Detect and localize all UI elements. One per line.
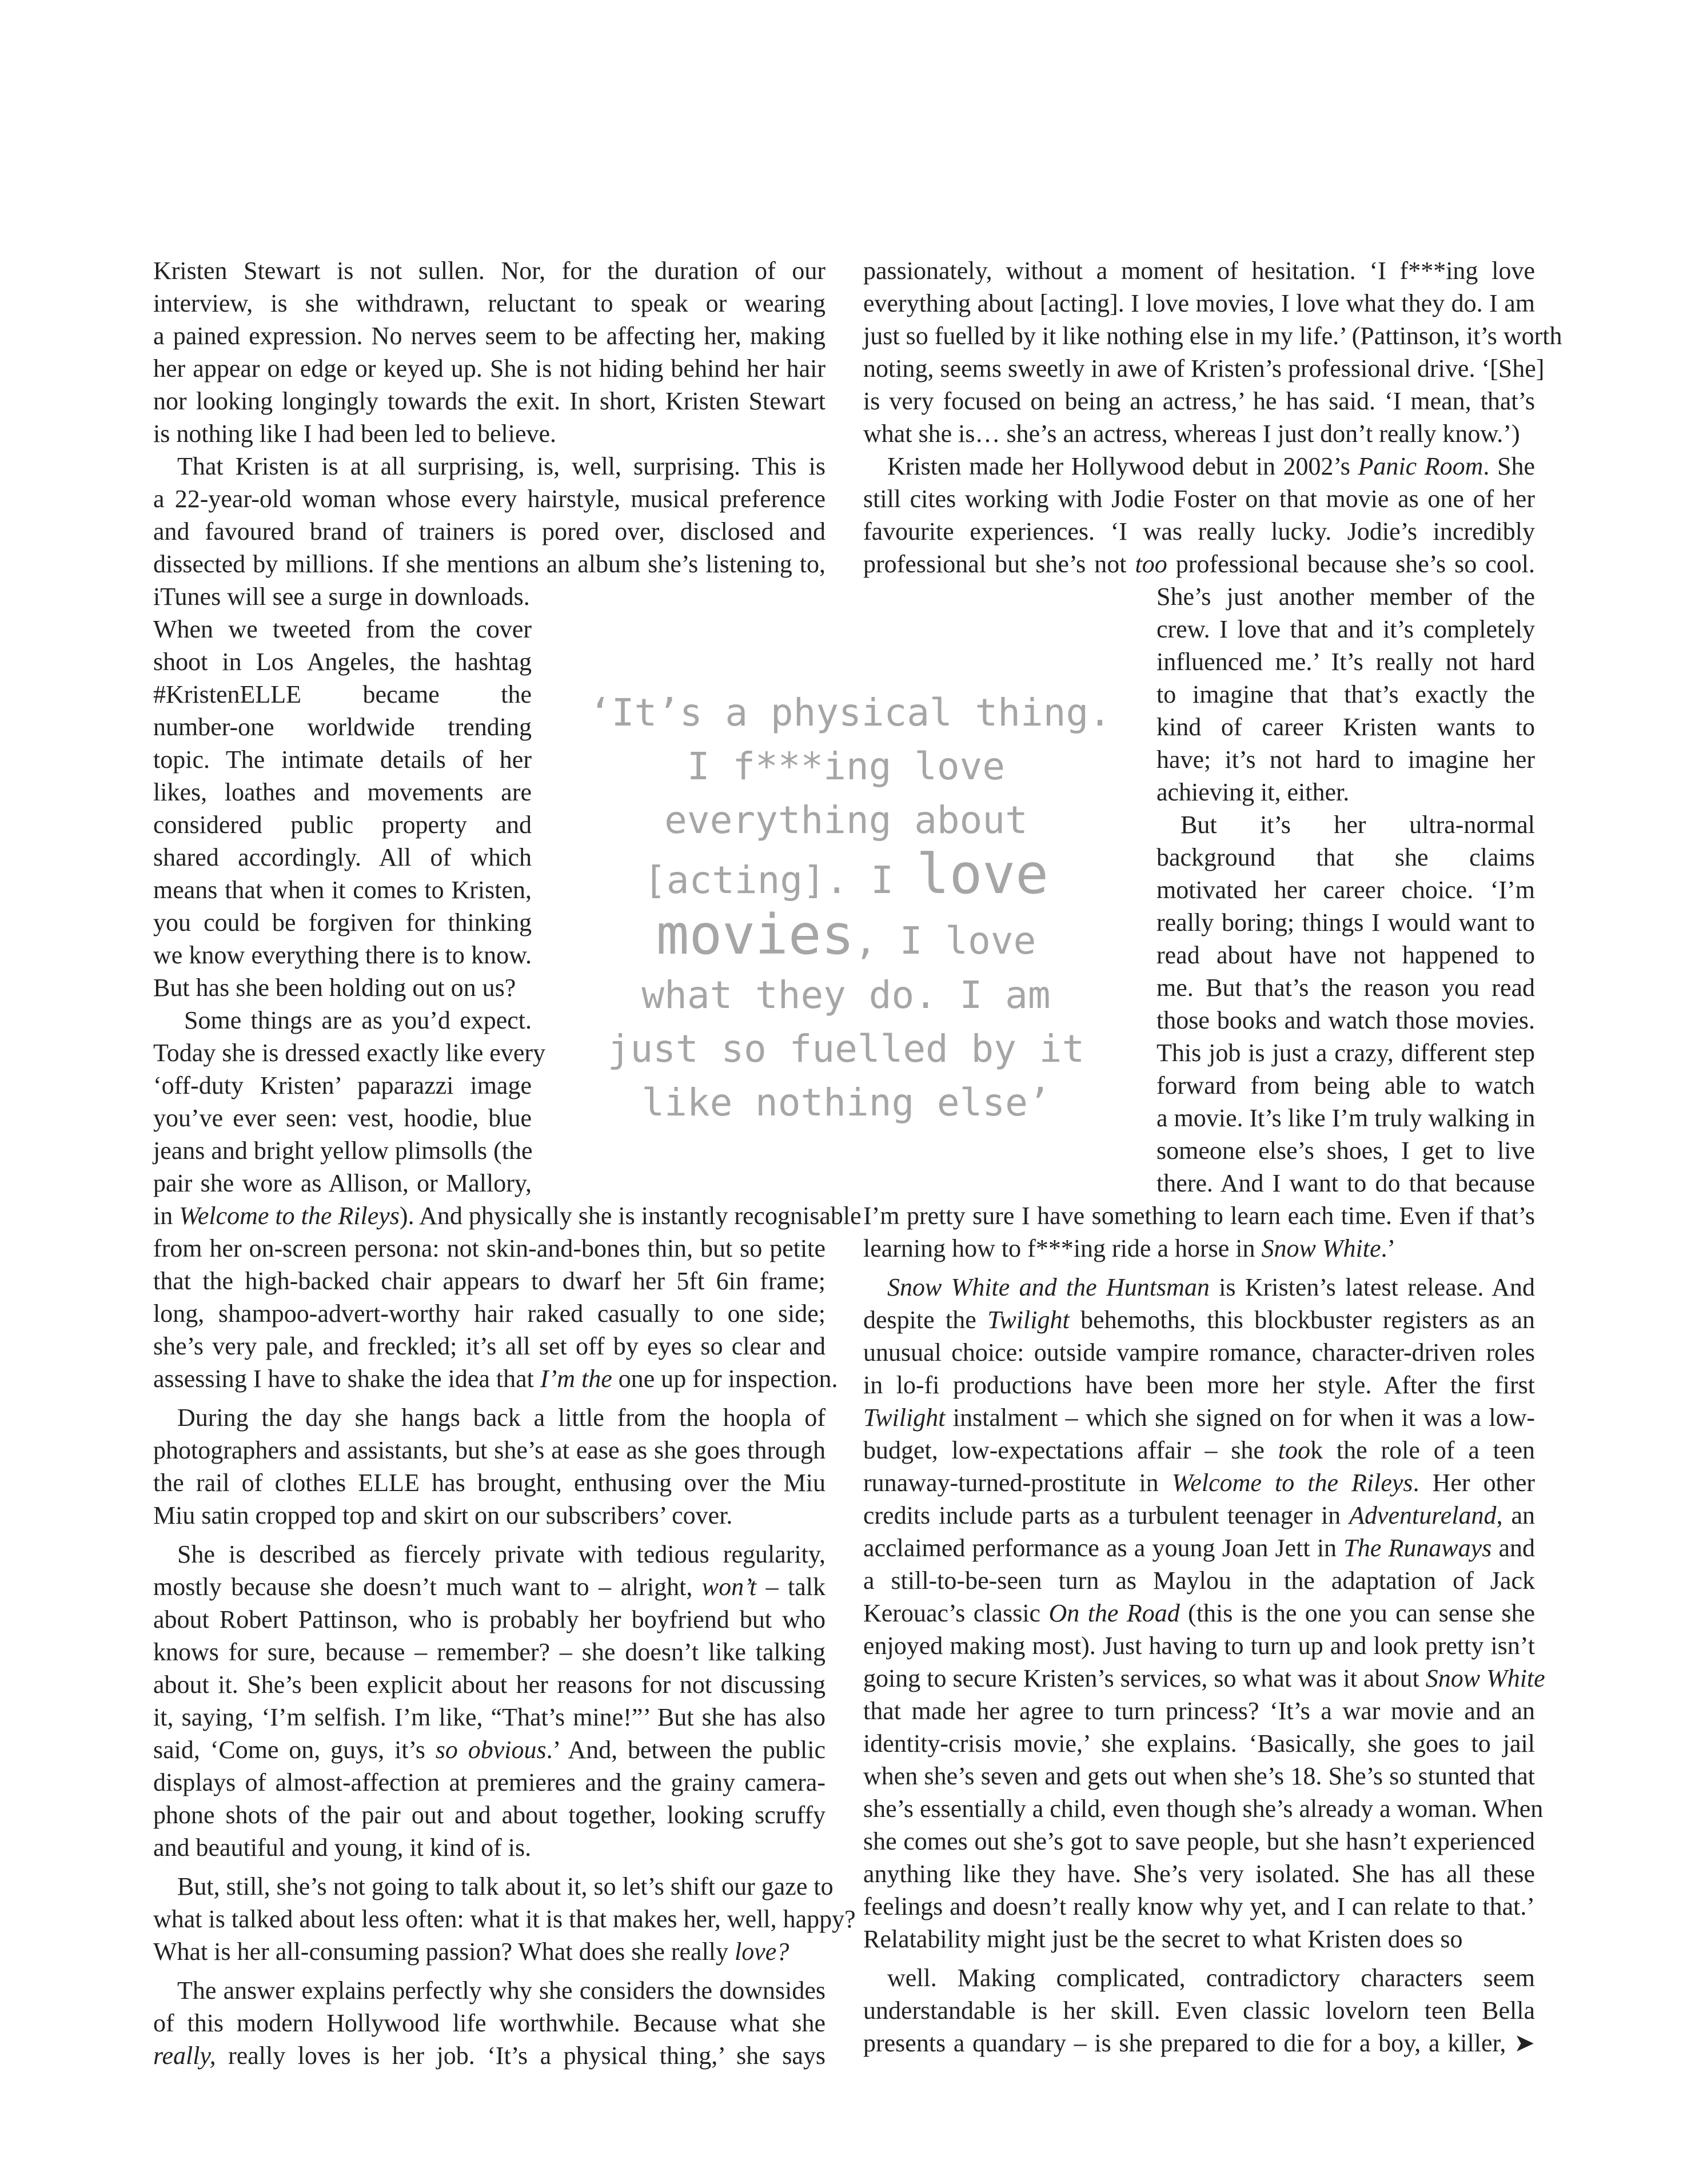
body-line: assessing I have to shake the idea that I’m the one up for inspection.: [153, 1365, 838, 1393]
body-line: Twilight instalment – which she signed on for when it was a low-: [863, 1404, 1535, 1432]
body-line: someone else’s shoes, I get to live: [1156, 1137, 1535, 1165]
body-line: enjoyed making most). Just having to turn up and look pretty isn’t: [863, 1632, 1535, 1660]
body-line: about it. She’s been explicit about her reasons for not discussing: [153, 1671, 825, 1699]
body-line: When we tweeted from the cover: [153, 615, 532, 643]
body-line: there. And I want to do that because: [1156, 1169, 1535, 1197]
body-line: what is talked about less often: what it is that makes her, well, happy?: [153, 1905, 856, 1933]
body-line: unusual choice: outside vampire romance, character-driven roles: [863, 1338, 1535, 1366]
body-line: identity-crisis movie,’ she explains. ‘Basically, she goes to jail: [863, 1729, 1535, 1757]
body-line: #KristenELLE became the: [153, 680, 532, 708]
body-line: going to secure Kristen’s services, so what was it about Snow White: [863, 1664, 1545, 1692]
body-line: Kerouac’s classic On the Road (this is the one you can sense she: [863, 1599, 1535, 1627]
body-line: I’m pretty sure I have something to learn each time. Even if that’s: [863, 1202, 1535, 1230]
pull-quote-line: [589, 903, 1103, 969]
body-line: nor looking longingly towards the exit. In short, Kristen Stewart: [153, 387, 825, 415]
body-line: in Welcome to the Rileys). And physically she is instantly recognisable: [153, 1202, 862, 1230]
body-line: mostly because she doesn’t much want to – alright, won’t – talk: [153, 1573, 825, 1601]
body-line: Miu satin cropped top and skirt on our subscribers’ cover.: [153, 1501, 733, 1529]
body-line: we know everything there is to know.: [153, 941, 532, 969]
body-line: But has she been holding out on us?: [153, 974, 516, 1002]
body-line: considered public property and: [153, 811, 532, 839]
body-line: noting, seems sweetly in awe of Kristen’s professional drive. ‘[She]: [863, 354, 1545, 382]
body-line: and beautiful and young, it kind of is.: [153, 1834, 532, 1862]
body-line: a movie. It’s like I’m truly walking in: [1156, 1104, 1536, 1132]
pull-quote-emphasis: movies: [656, 903, 855, 967]
body-line: those books and watch those movies.: [1156, 1006, 1535, 1034]
pull-quote-line: what they do. I am: [641, 973, 1051, 1017]
body-line: the rail of clothes ELLE has brought, enthusing over the Miu: [153, 1469, 825, 1497]
body-line: topic. The intimate details of her: [153, 746, 532, 774]
body-line: Kristen made her Hollywood debut in 2002’s Panic Room. She: [887, 452, 1536, 480]
body-line: The answer explains perfectly why she considers the downsides: [177, 1976, 825, 2004]
body-line: it, saying, ‘I’m selfish. I’m like, “That’s mine!”’ But she has also: [153, 1703, 825, 1731]
body-line: likes, loathes and movements are: [153, 778, 532, 806]
body-line: that made her agree to turn princess? ‘It’s a war movie and an: [863, 1697, 1535, 1725]
body-line: her appear on edge or keyed up. She is not hiding behind her hair: [153, 354, 825, 382]
body-line: influenced me.’ It’s really not hard: [1156, 648, 1535, 676]
body-line: from her on-screen persona: not skin-and-bones thin, but so petite: [153, 1234, 825, 1262]
body-line: runaway-turned-prostitute in Welcome to the Rileys. Her other: [863, 1469, 1535, 1497]
body-line: But it’s her ultra-normal: [1180, 811, 1535, 839]
body-line: a pained expression. No nerves seem to be affecting her, making: [153, 322, 825, 350]
body-line: presents a quandary – is she prepared to die for a boy, a killer, ➤: [863, 2029, 1535, 2057]
pull-quote-line: like nothing else’: [641, 1081, 1051, 1125]
pull-quote-line: [589, 842, 1103, 907]
body-line: just so fuelled by it like nothing else in my life.’ (Pattinson, it’s worth: [863, 322, 1562, 350]
body-line: is nothing like I had been led to believe.: [153, 420, 557, 448]
pull-quote: [589, 686, 1111, 1130]
body-line: [863, 2060, 1535, 2092]
body-line: iTunes will see a surge in downloads.: [153, 583, 530, 611]
body-line: you could be forgiven for thinking: [153, 908, 532, 936]
body-line: phone shots of the pair out and about together, looking scruffy: [153, 1801, 825, 1829]
body-line: a 22-year-old woman whose every hairstyle, musical preference: [153, 485, 825, 513]
pull-quote-fragment: [acting]. I: [643, 858, 894, 902]
body-line: Some things are as you’d expect.: [184, 1006, 532, 1034]
body-line: and favoured brand of trainers is pored over, disclosed and: [153, 517, 825, 545]
body-line: This job is just a crazy, different step: [1156, 1039, 1535, 1067]
body-line: in lo-fi productions have been more her style. After the first: [863, 1371, 1535, 1399]
body-line: learning how to f***ing ride a horse in Snow White.’: [863, 1234, 1396, 1262]
body-line: achieving it, either.: [1156, 778, 1350, 806]
body-line: said, ‘Come on, guys, it’s so obvious.’ And, between the public: [153, 1736, 825, 1764]
body-line: everything about [acting]. I love movies, I love what they do. I am: [863, 289, 1535, 317]
body-line: That Kristen is at all surprising, is, well, surprising. This is: [177, 452, 825, 480]
body-line: about Robert Pattinson, who is probably her boyfriend but who: [153, 1605, 825, 1633]
body-line: feelings and doesn’t really know why yet, and I can relate to that.’: [863, 1892, 1535, 1920]
body-line: knows for sure, because – remember? – she doesn’t like talking: [153, 1638, 825, 1666]
body-line: anything like they have. She’s very isolated. She has all these: [863, 1860, 1535, 1888]
body-line: dissected by millions. If she mentions an album she’s listening to,: [153, 550, 825, 578]
body-line: long, shampoo-advert-worthy hair raked casually to one side;: [153, 1300, 825, 1328]
body-line: budget, low-expectations affair – she took the role of a teen: [863, 1436, 1535, 1464]
body-line: shared accordingly. All of which: [153, 843, 532, 871]
body-line: Snow White and the Huntsman is Kristen’s latest release. And: [887, 1273, 1535, 1301]
pull-quote-line: ‘It’s a physical thing.: [589, 691, 1111, 735]
pull-quote-fragment: , I love: [854, 919, 1036, 963]
body-line: jeans and bright yellow plimsolls (the: [153, 1137, 533, 1165]
body-line: kind of career Kristen wants to: [1156, 713, 1535, 741]
body-line: when she’s seven and gets out when she’s 18. She’s so stunted that: [863, 1762, 1535, 1790]
body-line: read about have not happened to: [1156, 941, 1535, 969]
body-line: of this modern Hollywood life worthwhile. Because what she: [153, 2009, 825, 2037]
body-line: During the day she hangs back a little from the hoopla of: [177, 1404, 825, 1432]
body-line: passionately, without a moment of hesitation. ‘I f***ing love: [863, 257, 1535, 285]
body-line: displays of almost-affection at premieres and the grainy camera-: [153, 1768, 825, 1796]
body-line: Relatability might just be the secret to what Kristen does so: [863, 1925, 1463, 1953]
body-line: favourite experiences. ‘I was really lucky. Jodie’s incredibly: [863, 517, 1535, 545]
body-line: she comes out she’s got to save people, but she hasn’t experienced: [863, 1827, 1535, 1855]
body-line: professional but she’s not too professional because she’s so cool.: [863, 550, 1535, 578]
body-line: background that she claims: [1156, 843, 1535, 871]
body-line: me. But that’s the reason you read: [1156, 974, 1535, 1002]
body-line: Kristen Stewart is not sullen. Nor, for the duration of our: [153, 257, 825, 285]
body-line: understandable is her skill. Even classic lovelorn teen Bella: [863, 1996, 1535, 2024]
body-line: have; it’s not hard to imagine her: [1156, 746, 1535, 774]
body-line: really, really loves is her job. ‘It’s a physical thing,’ she says: [153, 2042, 825, 2070]
body-line: What is her all-consuming passion? What does she really love?: [153, 1938, 789, 1966]
pull-quote-line: everything about: [664, 798, 1028, 842]
body-line: She’s just another member of the: [1156, 583, 1535, 611]
body-line: is very focused on being an actress,’ he has said. ‘I mean, that’s: [863, 387, 1535, 415]
body-line: shoot in Los Angeles, the hashtag: [153, 648, 532, 676]
body-line: pair she wore as Allison, or Mallory,: [153, 1169, 532, 1197]
body-line: really boring; things I would want to: [1156, 908, 1535, 936]
body-line: what she is… she’s an actress, whereas I just don’t really know.’): [863, 420, 1520, 448]
body-line: Today she is dressed exactly like every: [153, 1039, 546, 1067]
body-line: well. Making complicated, contradictory characters seem: [887, 1964, 1535, 1992]
body-line: means that when it comes to Kristen,: [153, 876, 532, 904]
body-line: despite the Twilight behemoths, this blockbuster registers as an: [863, 1306, 1535, 1334]
body-line: she’s essentially a child, even though she’s already a woman. When: [863, 1795, 1544, 1823]
body-line: a still-to-be-seen turn as Maylou in the adaptation of Jack: [863, 1567, 1535, 1595]
body-line: ‘off-duty Kristen’ paparazzi image: [153, 1071, 532, 1099]
body-line: she’s very pale, and freckled; it’s all set off by eyes so clear and: [153, 1332, 825, 1360]
body-line: you’ve ever seen: vest, hoodie, blue: [153, 1104, 532, 1132]
body-line: number-one worldwide trending: [153, 713, 532, 741]
pull-quote-line: just so fuelled by it: [607, 1027, 1085, 1071]
pull-quote-line: I f***ing love: [687, 744, 1006, 788]
body-line: credits include parts as a turbulent teenager in Adventureland, an: [863, 1501, 1536, 1529]
body-line: acclaimed performance as a young Joan Jett in The Runaways and: [863, 1534, 1535, 1562]
body-line: But, still, she’s not going to talk about it, so let’s shift our gaze to: [177, 1872, 833, 1900]
body-line: interview, is she withdrawn, reluctant to speak or wearing: [153, 289, 825, 317]
body-line: forward from being able to watch: [1156, 1071, 1535, 1099]
body-line: still cites working with Jodie Foster on that movie as one of her: [863, 485, 1535, 513]
body-line: crew. I love that and it’s completely: [1156, 615, 1535, 643]
pull-quote-emphasis: love: [916, 842, 1049, 906]
body-line: photographers and assistants, but she’s at ease as she goes through: [153, 1436, 825, 1464]
body-line: She is described as fiercely private with tedious regularity,: [177, 1540, 825, 1568]
body-line: to imagine that that’s exactly the: [1156, 680, 1535, 708]
body-line: that the high-backed chair appears to dwarf her 5ft 6in frame;: [153, 1267, 825, 1295]
body-line: motivated her career choice. ‘I’m: [1156, 876, 1535, 904]
